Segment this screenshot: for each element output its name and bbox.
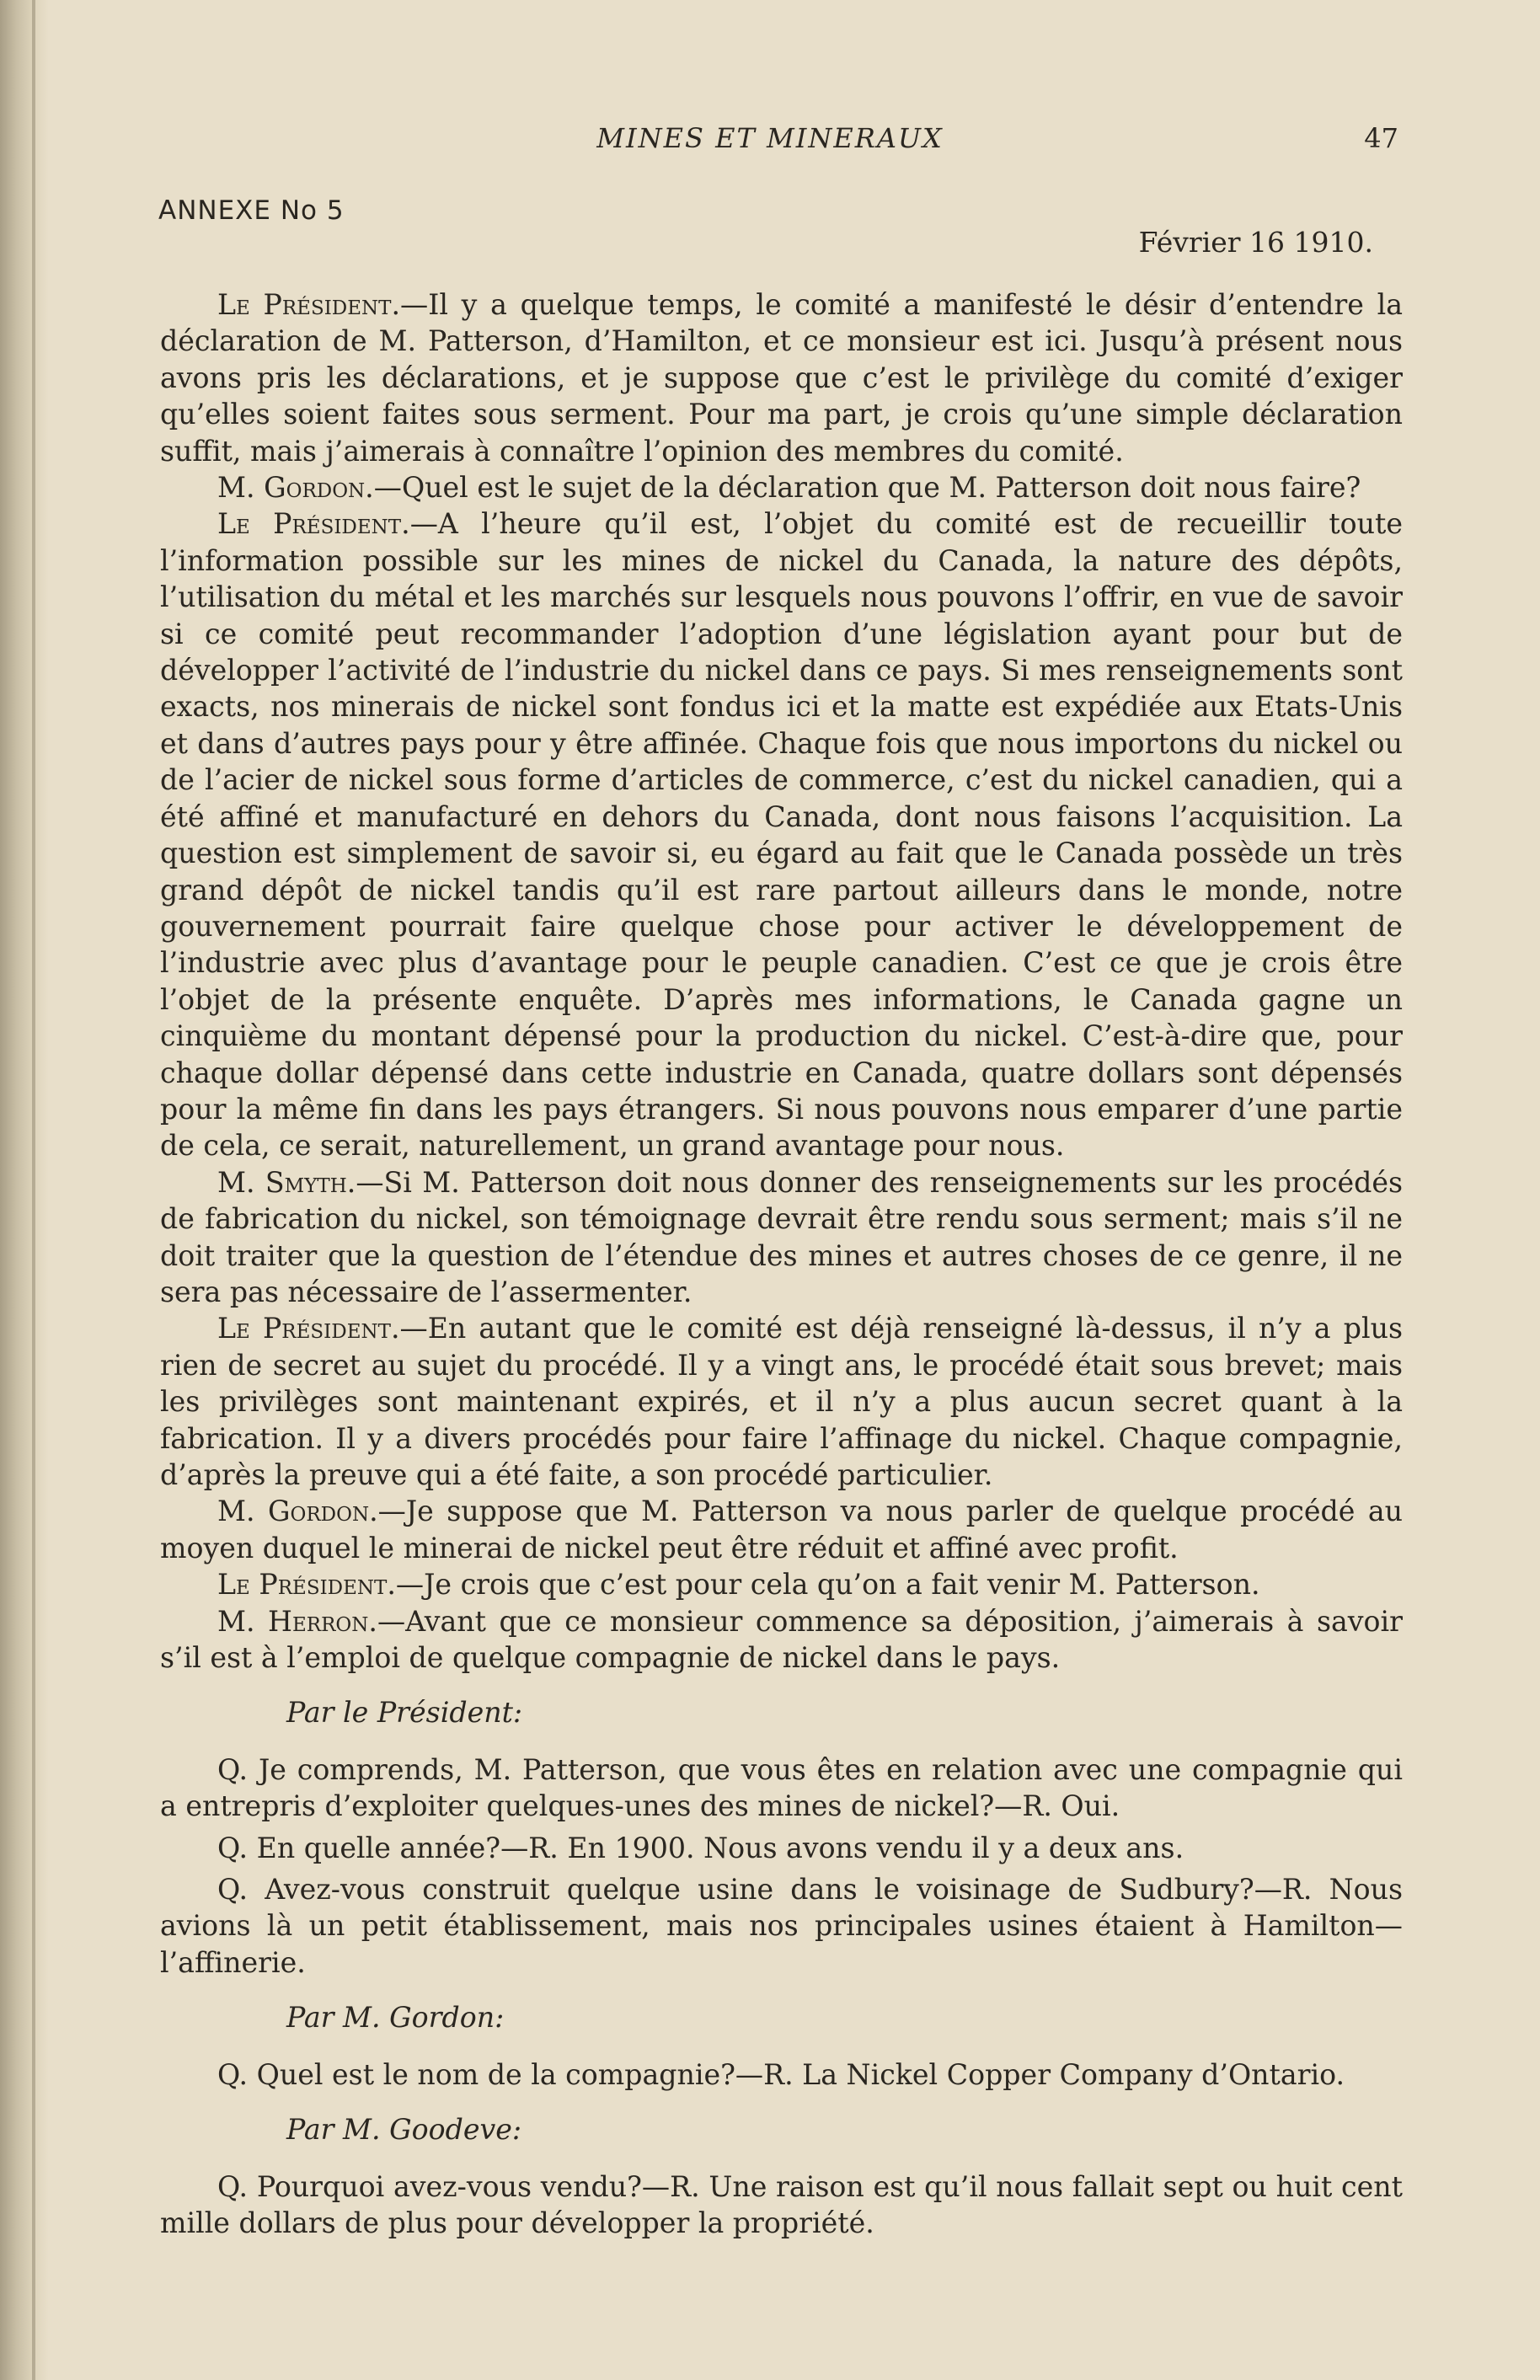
paragraph (160, 505, 1403, 1163)
question-answer: Q. Avez-vous construit quelque usine dans le voisinage de Sudbury?—R. Nous avions là un petit établissement, mais nos principales usines étaient à Hamilton—l’affinerie. (160, 1873, 1403, 1979)
speaker: M. Gordon. (217, 1495, 378, 1528)
speaker: M. Gordon. (217, 471, 374, 505)
document-body (160, 286, 1403, 2246)
paragraph-text: —Il y a quelque temps, le comité a manifesté le désir d’entendre la déclaration de M. Patterson, d’Hamilton, et ce monsieur est ici. Jusqu’à présent nous avons pris les déclarations, et je suppose que c’est le privilège du comité d’exiger qu’elles soient faites sous serment. Pour ma part, je crois qu’une simple déclaration suffit, mais j’aimerais à connaître l’opinion des membres du comité. (160, 288, 1403, 468)
speaker: M. Herron. (217, 1604, 377, 1638)
question-answer: Q. Je comprends, M. Patterson, que vous êtes en relation avec une compagnie qui a entrepris d’exploiter quelques-unes des mines de nickel?—R. Oui. (160, 1752, 1403, 1823)
paragraph (160, 1164, 1403, 1311)
section-heading: Par M. Goodeve: (286, 2113, 522, 2147)
paragraph-text: —Je crois que c’est pour cela qu’on a fait venir M. Patterson. (395, 1568, 1260, 1602)
section-heading: Par M. Gordon: (286, 2001, 505, 2035)
paragraph (160, 286, 1403, 469)
annex-label: ANNEXE No 5 (158, 195, 345, 226)
paragraph (160, 1566, 1403, 1602)
paragraph-text: —A l’heure qu’il est, l’objet du comité est de recueillir toute l’information possible sur les mines de nickel du Canada, la nature des dépôts, l’utilisation du métal et les marchés sur lesquels nous pouvons l’offrir, en vue de savoir si ce comité peut recommander l’adoption d’une législation ayant pour but de développer l’activité de l’industrie du nickel dans ce pays. Si mes renseignements sont exacts, nos minerais de nickel sont fondus ici et la matte est expédiée aux Etats-Unis et dans d’autres pays pour y être affinée. Chaque fois que nous importons du nickel ou de l’acier de nickel sous forme d’articles de commerce, c’est du nickel canadien, qui a été affiné et manufacturé en dehors du Canada, dont nous faisons l’acquisition. La question est simplement de savoir si, eu égard au fait que le Canada possède un très grand dépôt de nickel tandis qu’il est rare partout ailleurs dans le monde, notre gouvernement pourrait faire quelque chose pour activer le développement de l’industrie avec plus d’avantage pour le peuple canadien. C’est ce que je crois être l’objet de la présente enquête. D’après mes informations, le Canada gagne un cinquième du montant dépensé pour la production du nickel. C’est-à-dire que, pour chaque dollar dépensé dans cette industrie en Canada, quatre dollars sont dépensés pour la même fin dans les pays étrangers. Si nous pouvons nous emparer d’une partie de cela, ce serait, naturellement, un grand avantage pour nous. (160, 507, 1403, 1163)
running-head: MINES ET MINERAUX (596, 122, 944, 154)
paragraph-text: —Quel est le sujet de la déclaration que M. Patterson doit nous faire? (373, 471, 1361, 505)
document-date: Février 16 1910. (1138, 226, 1373, 259)
page-binding-shadow (0, 0, 49, 2380)
section-heading: Par le Président: (286, 1696, 523, 1730)
speaker: Le Président. (217, 1568, 396, 1602)
page-binding-edge (32, 0, 35, 2380)
speaker: Le Président. (217, 1312, 400, 1345)
paragraph-text: —En autant que le comité est déjà renseigné là-dessus, il n’y a plus rien de secret au sujet du procédé. Il y a vingt ans, le procédé était sous brevet; mais les privilèges sont maintenant expirés, et il n’y a plus aucun secret quant à la fabrication. Il y a divers procédés pour faire l’affinage du nickel. Chaque compagnie, d’après la preuve qui a été faite, a son procédé particulier. (160, 1312, 1403, 1491)
paragraph (160, 1493, 1403, 1566)
paragraph-text: —Avant que ce monsieur commence sa déposition, j’aimerais à savoir s’il est à l’emploi de quelque compagnie de nickel dans le pays. (160, 1604, 1403, 1675)
paragraph (160, 1603, 1403, 1677)
question-answer: Q. Pourquoi avez-vous vendu?—R. Une raison est qu’il nous fallait sept ou huit cent mille dollars de plus pour développer la propriété. (160, 2169, 1403, 2239)
speaker: M. Smyth. (217, 1165, 356, 1199)
paragraph-text: —Je suppose que M. Patterson va nous parler de quelque procédé au moyen duquel le minerai de nickel peut être réduit et affiné avec profit. (160, 1495, 1403, 1564)
question-answer: Q. Quel est le nom de la compagnie?—R. La Nickel Copper Company d’Ontario. (217, 2057, 1345, 2091)
question-list (160, 2056, 1403, 2093)
question-answer: Q. En quelle année?—R. En 1900. Nous avons vendu il y a deux ans. (217, 1831, 1184, 1864)
speaker: Le Président. (217, 288, 401, 321)
question-list (160, 1752, 1403, 1981)
paragraph-text: —Si M. Patterson doit nous donner des renseignements sur les procédés de fabrication du nickel, son témoignage devrait être rendu sous serment; mais s’il ne doit traiter que la question de l’étendue des mines et autres choses de ce genre, il ne sera pas nécessaire de l’assermenter. (160, 1165, 1403, 1308)
question-list (160, 2169, 1403, 2242)
page-number: 47 (1364, 122, 1398, 154)
paragraph (160, 1310, 1403, 1493)
paragraph (160, 469, 1403, 505)
speaker: Le Président. (217, 507, 410, 541)
